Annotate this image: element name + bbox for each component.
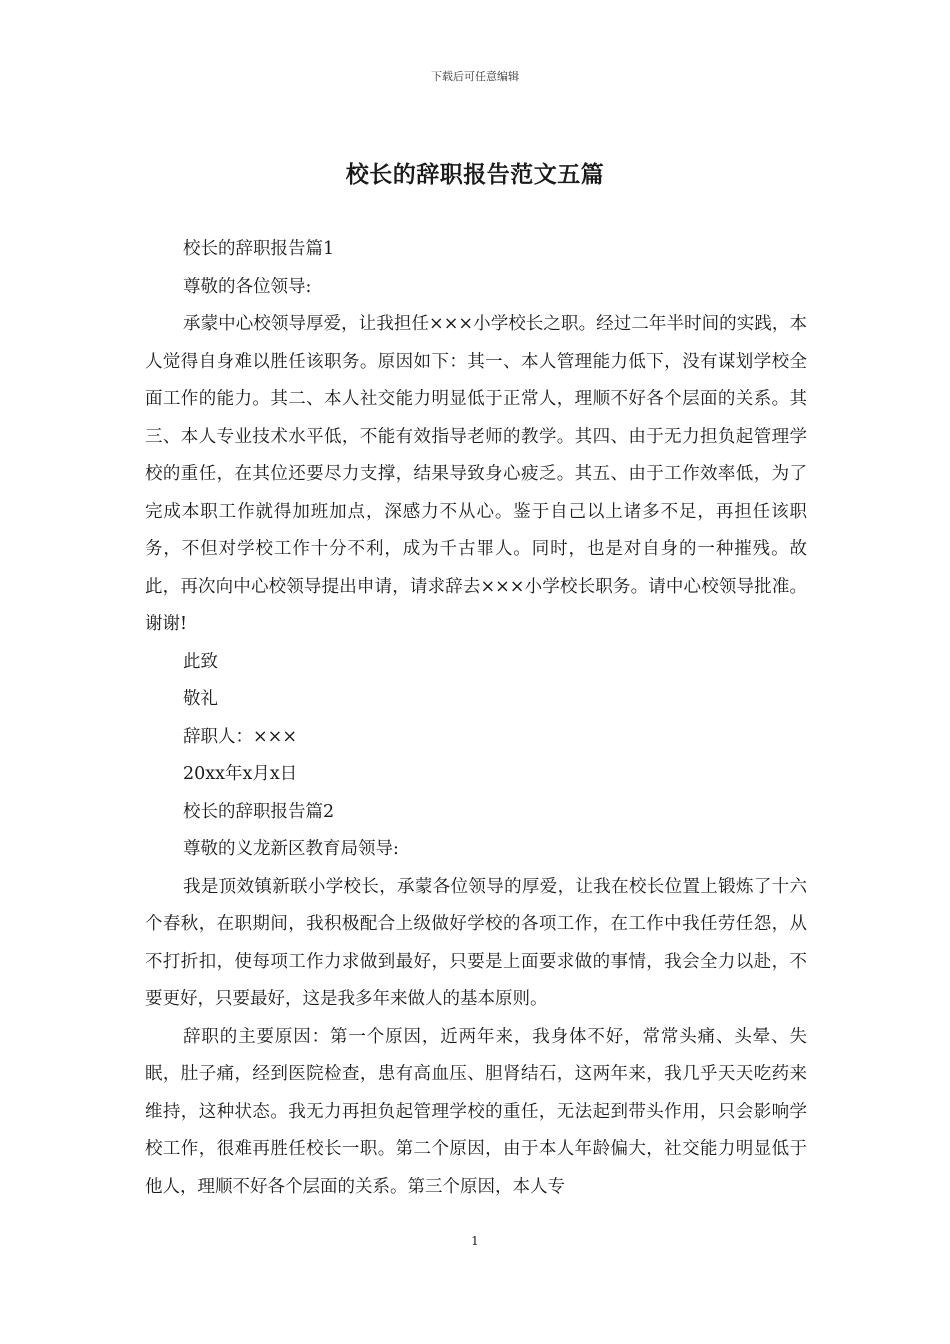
document-title: 校长的辞职报告范文五篇: [345, 161, 605, 188]
page-number: 1: [471, 1234, 479, 1248]
salutation-2: 尊敬的义龙新区教育局领导:: [183, 839, 399, 859]
document-body: [145, 231, 807, 1206]
body-paragraph-1: 承蒙中心校领导厚爱，让我担任×××小学校长之职。经过二年半时间的实践，本人觉得自身难以胜任该职务。原因如下：其一、本人管理能力低下，没有谋划学校全面工作的能力。其二、本人社交能力明显低于正常人，理顺不好各个层面的关系。其三、本人专业技术水平低，不能有效指导老师的教学。其四、由于无力担负起管理学校的重任，在其位还要尽力支撑，结果导致身心疲乏。其五、由于工作效率低，为了完成本职工作就得加班加点，深感力不从心。鉴于自己以上诸多不足，再担任该职务，不但对学校工作十分不利，成为千古罪人。同时，也是对自身的一种摧残。故此，再次向中心校领导提出申请，请求辞去×××小学校长职务。请中心校领导批准。谢谢!: [145, 314, 807, 634]
section-heading-1: 校长的辞职报告篇1: [183, 239, 335, 259]
salutation-1: 尊敬的各位领导:: [183, 276, 312, 297]
body-paragraph-3: 辞职的主要原因：第一个原因，近两年来，我身体不好，常常头痛、头晕、失眠，肚子痛，经到医院检查，患有高血压、胆肾结石，这两年来，我几乎天天吃药来维持，这种状态。我无力再担负起管理学校的重任，无法起到带头作用，只会影响学校工作，很难再胜任校长一职。第二个原因，由于本人年龄偏大，社交能力明显低于他人，理顺不好各个层面的关系。第三个原因，本人专: [145, 1026, 807, 1197]
page-header-note: 下载后可任意编辑: [431, 70, 519, 83]
signature-line: 辞职人：×××: [183, 726, 297, 747]
date-line: 20xx年x月x日: [183, 764, 298, 784]
section-heading-2: 校长的辞职报告篇2: [183, 801, 335, 822]
body-paragraph-2: 我是顶效镇新联小学校长，承蒙各位领导的厚爱，让我在校长位置上锻炼了十六个春秋，在职期间，我积极配合上级做好学校的各项工作，在工作中我任劳任怨，从不打折扣，使每项工作力求做到最好，只要是上面要求做的事情，我会全力以赴，不要更好，只要最好，这是我多年来做人的基本原则。: [145, 876, 807, 1009]
closing-line-1: 此致: [183, 651, 218, 672]
closing-line-2: 敬礼: [183, 689, 218, 709]
